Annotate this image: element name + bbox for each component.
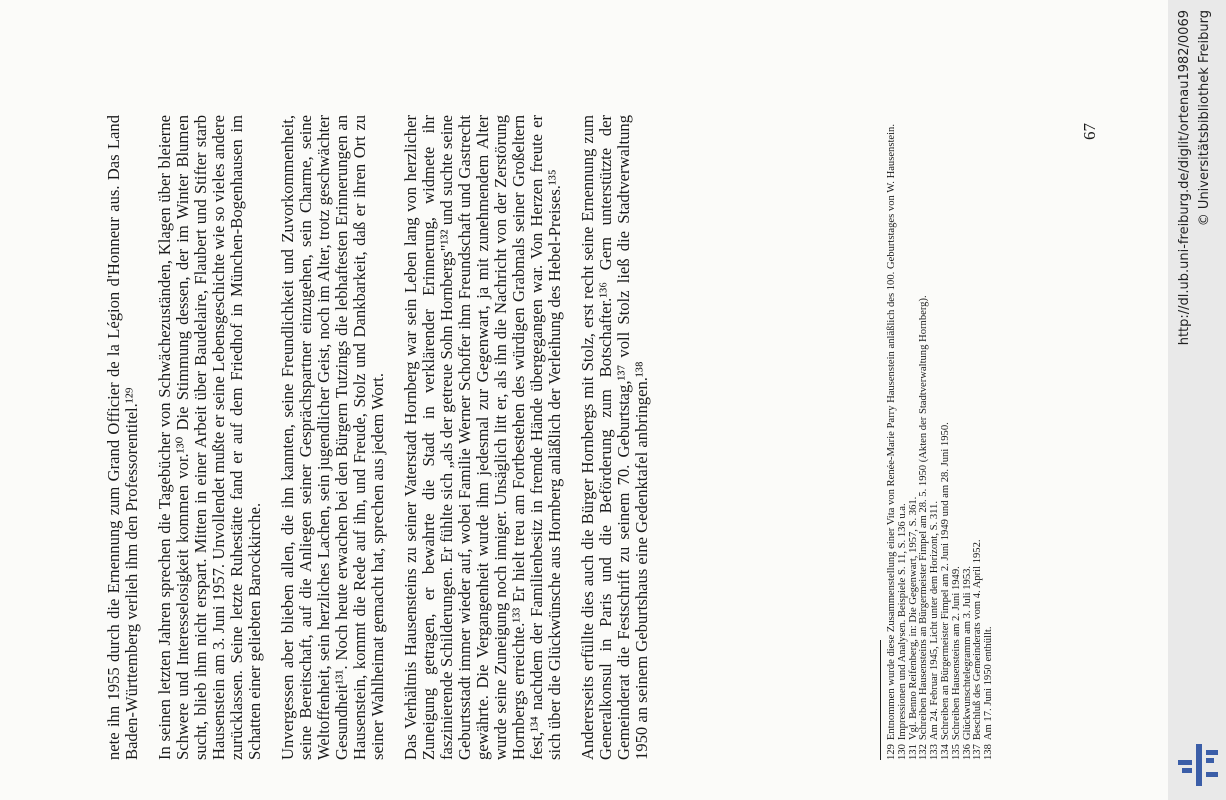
ub-freiburg-logo-icon	[1176, 742, 1222, 788]
footnote-number: 130	[896, 744, 908, 760]
paragraph-3: Unvergessen aber blieben allen, die ihn kannten, seine Freundlichkeit und Zuvorkommenheit, seine Bereitschaft, auf die Anliegen seiner Gesprächspartner einzugehen, sein Charme, seine Weltoffenheit, sein herzliches Lachen, sein jugendlicher Geist, noch im Alter, trotz geschwächter Gesundheit¹³¹. Noch heute erwachen bei den Bürgern Tutzings die lebhaftesten Erinnerungen an Hausenstein, kommt die Rede auf ihn, und Freude, Stolz und Dankbarkeit, daß er ihren Ort zu seiner Wahlheimat gemacht hat, sprechen aus jedem Wort.	[278, 115, 387, 760]
footnote-number: 136	[961, 744, 973, 760]
footnote-text: Vgl. Benno Reifenberg, in: Die Gegenwart, 1957, S. 361.	[907, 496, 919, 741]
logo-bar-a	[1178, 760, 1192, 765]
footnote-number: 135	[950, 744, 962, 760]
footnote-number: 132	[918, 744, 930, 760]
paragraph-4: Das Verhältnis Hausensteins zu seiner Vaterstadt Hornberg war sein Leben lang von herzlicher Zuneigung getragen, er bewahrte die Stadt in verklärender Erinnerung, widmete ihr faszinierende Schilderungen. Er fühlte sich „als der getreue Sohn Hornbergs"¹³² und suchte seine Geburtsstadt immer wieder auf, wobei Familie Werner Schoffer ihm Freundschaft und Gastrecht gewährte. Die Vergangenheit wurde ihm jedesmal zur Gegenwart, ja mit zunehmendem Alter wurde seine Zuneigung noch inniger. Unsäglich litt er, als ihn die Nachricht von der Zerstörung Hornbergs erreichte.¹³³ Er hielt treu am Fortbestehen des würdigen Grabmals seiner Großeltern fest,¹³⁴ nachdem der Familienbesitz in fremde Hände übergegangen war. Von Herzen freute er sich über die Glückwünsche aus Hornberg anläßlich der Verleihung des Hebel-Preises.¹³⁵	[401, 115, 564, 760]
footnote-text: Schreiben Hausensteins am 2. Juni 1949.	[950, 566, 962, 741]
footnote-item	[952, 120, 963, 760]
body-text	[105, 115, 651, 760]
footnote-text: Am 17. Juni 1950 enthüllt.	[983, 626, 995, 741]
footnote-text: Schreiben an Bürgermeister Fimpel am 2. Juni 1949 und am 28. Juni 1950.	[939, 422, 951, 741]
logo-bar-d	[1206, 758, 1214, 763]
logo-bar-b	[1182, 768, 1192, 773]
footnote-number: 131	[907, 744, 919, 760]
footnote-text: Am 24. Februar 1945, Licht unter dem Horizont, S. 311.	[929, 501, 941, 741]
footnote-item	[898, 120, 909, 760]
page-number: 67	[1080, 123, 1099, 140]
footnote-item	[984, 120, 995, 760]
footnote-number: 137	[972, 744, 984, 760]
copyright-notice: © Universitätsbibliothek Freiburg	[1197, 10, 1212, 227]
footnote-text: Impressionen und Analysen. Beispiele S. 11, S. 136 u.a.	[896, 503, 908, 741]
footnote-number: 129	[886, 744, 897, 760]
footnotes	[880, 120, 995, 760]
source-url-link[interactable]: http://dl.ub.uni-freiburg.de/diglit/ortenau1982/0069	[1177, 10, 1192, 346]
sidebar-caption	[1175, 10, 1215, 790]
footnote-text: Glückwunschtelegramm am 3. Juli 1953.	[961, 565, 973, 741]
logo-bar-vertical	[1196, 744, 1202, 786]
footnote-text: Beschluß des Gemeinderats vom 4. April 1952.	[972, 539, 984, 741]
logo-bar-e	[1206, 772, 1218, 777]
footnote-number: 138	[983, 744, 995, 760]
footnote-text: Schreiben Hausensteins an Bürgermeister Fimpel am 28. 5. 1950 (Akten der Stadtverwaltung Hornberg).	[918, 295, 930, 741]
footnote-number: 134	[939, 744, 951, 760]
paragraph-1: nete ihn 1955 durch die Ernennung zum Grand Officier de la Légion d'Honneur aus. Das Land Baden-Württemberg verlieh ihm den Professorentitel.¹²⁹	[104, 115, 141, 760]
footnote-text: Entnommen wurde diese Zusammenstellung einer Vita von Renée-Marie Parry Hausenstein anläßlich des 100. Geburtstages von W. Hausenstein.	[886, 124, 897, 741]
footnote-divider	[880, 640, 881, 760]
paragraph-2: In seinen letzten Jahren sprechen die Tagebücher von Schwächezuständen, Klagen über bleierne Schwere und Interesselosigkeit kommen vor.¹³⁰ Die Stimmung dessen, der im Winter Blumen sucht, blieb ihm nicht erspart. Mitten in einer Arbeit über Baudelaire, Flaubert und Stifter starb Hausenstein am 3. Juni 1957. Unvollendet mußte er seine Lebensgeschichte wie so vieles andere zurücklassen. Seine letzte Ruhestätte fand er auf dem Friedhof in München-Bogenhausen im Schatten einer geliebten Barockkirche.	[155, 115, 264, 760]
footnote-number: 133	[929, 744, 941, 760]
paragraph-5: Andererseits erfüllte dies auch die Bürger Hornbergs mit Stolz, erst recht seine Ernennung zum Generalkonsul in Paris und die Beförderung zum Botschafter.¹³⁶ Gern unterstützte der Gemeinderat die Festschrift zu seinem 70. Geburtstag,¹³⁷ voll Stolz ließ die Stadtverwaltung 1950 an seinem Geburtshaus eine Gedenktafel anbringen.¹³⁸	[578, 115, 651, 760]
logo-bar-c	[1206, 750, 1218, 755]
footnote-list	[887, 120, 995, 760]
